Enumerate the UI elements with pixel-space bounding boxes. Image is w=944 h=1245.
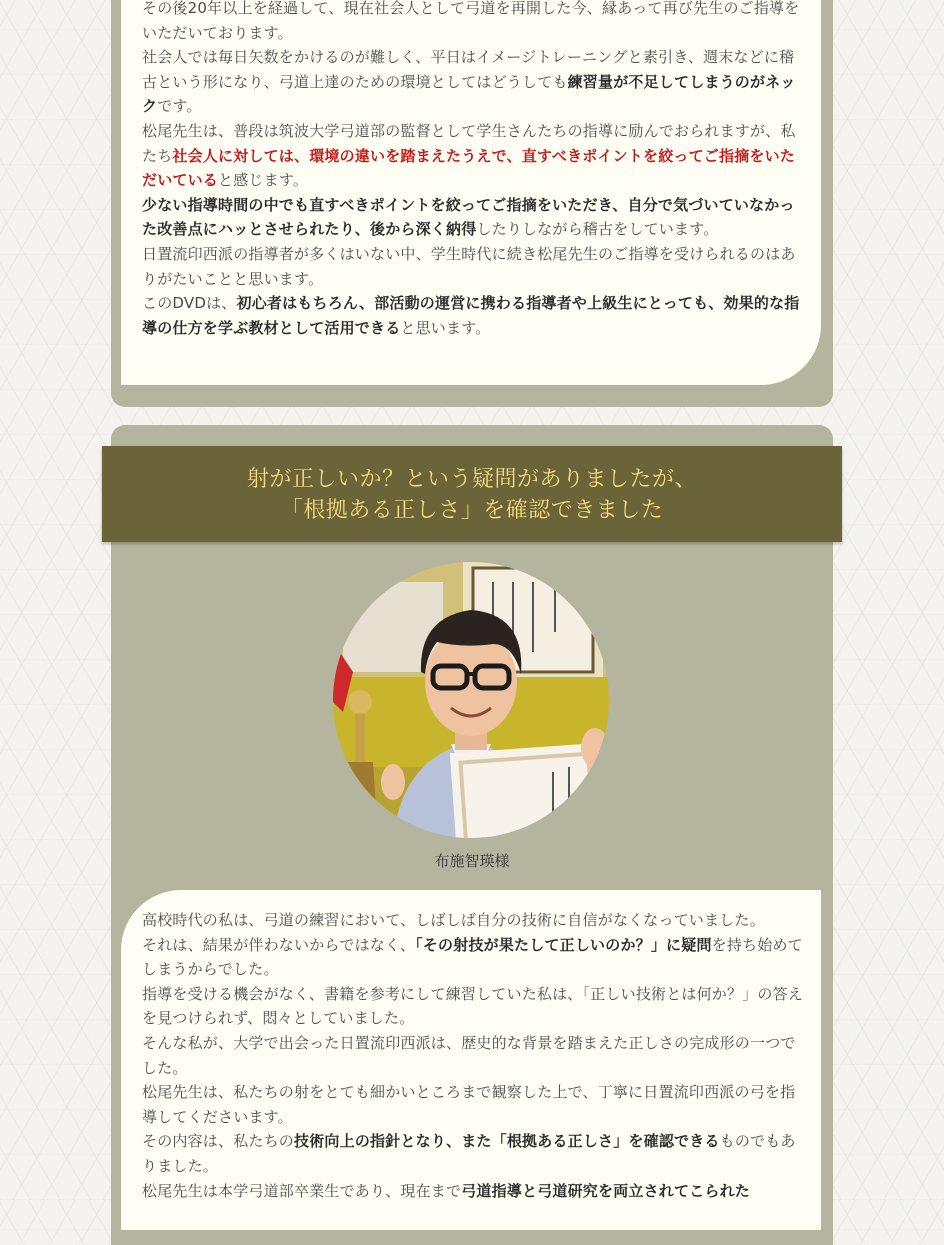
- text-segment: したりしながら稽古をしています。: [476, 220, 719, 239]
- emphasis-text: 初心者はもちろん、部活動の運営に携わる指導者や上級生にとっても、効果的な指導の仕方を学ぶ教材として活用できる: [142, 294, 800, 337]
- paragraph: [142, 1179, 804, 1204]
- text-segment: それは、結果が伴わないからではなく、: [142, 935, 416, 954]
- text-segment: 松尾先生は本学弓道部卒業生であり、現在まで: [142, 1181, 462, 1200]
- emphasis-text: 「その射技が果たして正しいのか？」に疑問: [415, 935, 712, 954]
- paragraph: [142, 1129, 804, 1178]
- paragraph: [142, 982, 804, 1031]
- testimonial-2-text: [142, 908, 804, 1203]
- person-name: 布施智瑛様: [434, 852, 510, 870]
- paragraph: [142, 1031, 804, 1080]
- paragraph: [142, 119, 804, 193]
- emphasis-text: 社会人に対しては、環境の違いを踏まえたうえで、直すべきポイントを絞ってご指摘をいただいている: [142, 146, 796, 190]
- text-segment: その後20年以上を経過して、現在社会人として弓道を再開した今、縁あって再び先生のご指導をいただいております。: [142, 0, 800, 42]
- text-segment: です。: [157, 97, 202, 116]
- paragraph: [142, 291, 804, 340]
- text-segment: 社会人では毎日矢数をかけるのが難しく、平日はイメージトレーニングと素引き、週末などに稽古という形になり、弓道上達のための環境としてはどうしても: [142, 48, 795, 91]
- paragraph: [142, 193, 804, 242]
- heading-line-2: 「根拠ある正しさ」を確認できました: [280, 498, 664, 523]
- text-segment: このDVDは、: [142, 294, 237, 313]
- paragraph: [142, 908, 804, 933]
- text-segment: 松尾先生は、普段は筑波大学弓道部の監督として学生さんたちの指導に励んでおられますが、私たち: [142, 121, 796, 165]
- text-segment: その内容は、私たちの: [142, 1132, 295, 1151]
- text-segment: と思います。: [400, 318, 491, 337]
- text-segment: ものでもありました。: [142, 1132, 796, 1175]
- person-photo: [333, 562, 609, 838]
- text-segment: そんな私が、大学で出会った日置流印西派は、歴史的な背景を踏まえた正しさの完成形の一つでした。: [142, 1033, 796, 1077]
- emphasis-text: 弓道指導と弓道研究を両立されてこられた: [461, 1181, 751, 1200]
- paragraph: [142, 45, 804, 119]
- emphasis-text: 練習量が不足してしまうのがネック: [142, 72, 796, 116]
- heading-line-1: 射が正しいか？という疑問がありましたが、: [246, 467, 697, 492]
- paragraph: [142, 0, 804, 45]
- paragraph: [142, 933, 804, 982]
- text-segment: 松尾先生は、私たちの射をとても細かいところまで観察した上で、丁寧に日置流印西派の弓を指導してくださいます。: [142, 1083, 796, 1126]
- testimonial-2-heading: [102, 446, 842, 542]
- emphasis-text: 少ない指導時間の中でも直すべきポイントを絞ってご指摘をいただき、自分で気づいていなかった改善点にハッとさせられたり、後から深く納得: [142, 195, 795, 239]
- text-segment: と感じます。: [218, 171, 309, 190]
- text-segment: を持ち始めてしまうからでした。: [142, 935, 803, 979]
- person-photo-icon: [333, 562, 609, 838]
- text-segment: 高校時代の私は、弓道の練習において、しばしば自分の技術に自信がなくなっていました。: [142, 911, 765, 929]
- emphasis-text: 技術向上の指針となり、また「根拠ある正しさ」を確認できる: [294, 1132, 720, 1151]
- text-segment: 指導を受ける機会がなく、書籍を参考にして練習していた私は、「正しい技術とは何か？」の答えを見つけられず、悶々としていました。: [142, 984, 804, 1028]
- paragraph: [142, 1080, 804, 1129]
- text-segment: 日置流印西派の指導者が多くはいない中、学生時代に続き松尾先生のご指導を受けられるのはありがたいことと思います。: [142, 244, 796, 288]
- testimonial-1-text: [142, 0, 804, 340]
- paragraph: [142, 242, 804, 291]
